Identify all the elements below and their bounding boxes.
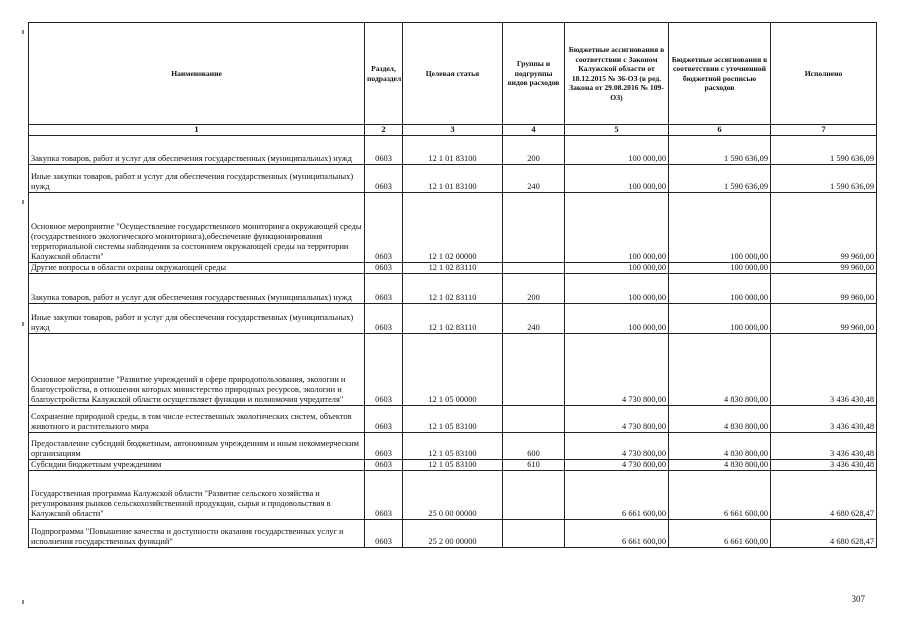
- row-law-amount: 4 730 800,00: [565, 334, 669, 406]
- row-executed-amount: 3 436 430,48: [771, 406, 877, 433]
- row-target: 12 1 02 83110: [403, 274, 503, 304]
- row-section: 0603: [365, 460, 403, 471]
- row-executed-amount: 99 960,00: [771, 263, 877, 274]
- table-row: [29, 460, 877, 471]
- row-target: 12 1 05 83100: [403, 460, 503, 471]
- row-name: Субсидии бюджетным учреждениям: [29, 460, 365, 471]
- row-section: 0603: [365, 304, 403, 334]
- row-law-amount: 100 000,00: [565, 193, 669, 263]
- row-group: [503, 193, 565, 263]
- row-executed-amount: 3 436 430,48: [771, 460, 877, 471]
- page-number: 307: [851, 594, 865, 604]
- table-row: [29, 165, 877, 193]
- row-name: Государственная программа Калужской области "Развитие сельского хозяйства и регулирования рынков сельскохозяйственной продукции, сырья и продовольствия в Калужской области": [29, 471, 365, 520]
- row-name: Другие вопросы в области охраны окружающей среды: [29, 263, 365, 274]
- column-number: 3: [403, 125, 503, 136]
- table-row: [29, 334, 877, 406]
- row-name: Сохранение природной среды, в том числе естественных экологических систем, объектов животного и растительного мира: [29, 406, 365, 433]
- row-refined-amount: 100 000,00: [669, 304, 771, 334]
- row-executed-amount: 1 590 636,09: [771, 136, 877, 165]
- row-section: 0603: [365, 136, 403, 165]
- row-target: 25 2 00 00000: [403, 520, 503, 548]
- table-row: [29, 193, 877, 263]
- row-law-amount: 6 661 600,00: [565, 471, 669, 520]
- row-name: Иные закупки товаров, работ и услуг для обеспечения государственных (муниципальных) нужд: [29, 304, 365, 334]
- row-group: [503, 520, 565, 548]
- row-refined-amount: 6 661 600,00: [669, 471, 771, 520]
- row-executed-amount: 3 436 430,48: [771, 433, 877, 460]
- table-row: [29, 520, 877, 548]
- row-target: 12 1 05 83100: [403, 433, 503, 460]
- row-name: Предоставление субсидий бюджетным, автономным учреждениям и иным некоммерческим организациям: [29, 433, 365, 460]
- row-target: 12 1 02 00000: [403, 193, 503, 263]
- row-law-amount: 4 730 800,00: [565, 433, 669, 460]
- row-executed-amount: 99 960,00: [771, 304, 877, 334]
- row-name: Закупка товаров, работ и услуг для обеспечения государственных (муниципальных) нужд: [29, 136, 365, 165]
- row-section: 0603: [365, 433, 403, 460]
- header-law-allocations: Бюджетные ассигнования в соответствии с Законом Калужской области от 18.12.2015 № 36-ОЗ (в ред. Закона от 29.08.2016 № 109-ОЗ): [565, 23, 669, 125]
- header-refined-allocations: Бюджетные ассигнования в соответствии с уточненной бюджетной росписью расходов: [669, 23, 771, 125]
- column-number: 1: [29, 125, 365, 136]
- row-refined-amount: 6 661 600,00: [669, 520, 771, 548]
- row-refined-amount: 100 000,00: [669, 193, 771, 263]
- row-law-amount: 100 000,00: [565, 136, 669, 165]
- row-refined-amount: 100 000,00: [669, 263, 771, 274]
- row-name: Подпрограмма "Повышение качества и доступности оказания государственных услуг и исполнения государственных функций": [29, 520, 365, 548]
- table-row: [29, 471, 877, 520]
- row-group: [503, 406, 565, 433]
- row-group: [503, 263, 565, 274]
- row-refined-amount: 100 000,00: [669, 274, 771, 304]
- row-law-amount: 100 000,00: [565, 263, 669, 274]
- table-row: [29, 136, 877, 165]
- column-number: 6: [669, 125, 771, 136]
- header-group: Группы и подгруппы видов расходов: [503, 23, 565, 125]
- header-name: Наименование: [29, 23, 365, 125]
- row-target: 12 1 05 00000: [403, 334, 503, 406]
- header-target: Целевая статья: [403, 23, 503, 125]
- row-executed-amount: 3 436 430,48: [771, 334, 877, 406]
- row-section: 0603: [365, 471, 403, 520]
- budget-table: [28, 22, 877, 548]
- row-law-amount: 100 000,00: [565, 304, 669, 334]
- row-section: 0603: [365, 263, 403, 274]
- row-executed-amount: 4 680 628,47: [771, 471, 877, 520]
- row-law-amount: 100 000,00: [565, 274, 669, 304]
- table-row: [29, 406, 877, 433]
- table-row: [29, 433, 877, 460]
- row-refined-amount: 4 830 800,00: [669, 460, 771, 471]
- row-section: 0603: [365, 406, 403, 433]
- row-refined-amount: 1 590 636,09: [669, 165, 771, 193]
- row-group: 240: [503, 165, 565, 193]
- row-group: [503, 334, 565, 406]
- row-target: 25 0 00 00000: [403, 471, 503, 520]
- row-section: 0603: [365, 520, 403, 548]
- row-group: 200: [503, 136, 565, 165]
- row-law-amount: 4 730 800,00: [565, 460, 669, 471]
- row-section: 0603: [365, 274, 403, 304]
- row-name: Закупка товаров, работ и услуг для обеспечения государственных (муниципальных) нужд: [29, 274, 365, 304]
- row-section: 0603: [365, 165, 403, 193]
- row-law-amount: 6 661 600,00: [565, 520, 669, 548]
- header-row: [29, 23, 877, 125]
- row-target: 12 1 05 83100: [403, 406, 503, 433]
- scan-edge-marks: [22, 0, 26, 640]
- header-section: Раздел, подраздел: [365, 23, 403, 125]
- row-executed-amount: 1 590 636,09: [771, 165, 877, 193]
- column-number-row: [29, 125, 877, 136]
- row-law-amount: 4 730 800,00: [565, 406, 669, 433]
- row-executed-amount: 99 960,00: [771, 274, 877, 304]
- row-target: 12 1 02 83110: [403, 304, 503, 334]
- row-section: 0603: [365, 193, 403, 263]
- column-number: 7: [771, 125, 877, 136]
- row-group: 600: [503, 433, 565, 460]
- row-name: Основное мероприятие "Развитие учреждений в сфере природопользования, экологии и благоустройства, в отношении которых министерство природных ресурсов, экологии и благоустройства Калужской области осуществляет функции и полномочия учредителя": [29, 334, 365, 406]
- row-target: 12 1 01 83100: [403, 165, 503, 193]
- row-group: [503, 471, 565, 520]
- row-name: Иные закупки товаров, работ и услуг для обеспечения государственных (муниципальных) нужд: [29, 165, 365, 193]
- row-refined-amount: 4 830 800,00: [669, 433, 771, 460]
- row-law-amount: 100 000,00: [565, 165, 669, 193]
- column-number: 2: [365, 125, 403, 136]
- table-row: [29, 304, 877, 334]
- row-refined-amount: 4 830 800,00: [669, 406, 771, 433]
- row-executed-amount: 4 680 628,47: [771, 520, 877, 548]
- table-row: [29, 274, 877, 304]
- row-name: Основное мероприятие "Осуществление государственного мониторинга окружающей среды (государственного экологического мониторинга),обеспечение функционирования территориальной системы наблюдения за состоянием окружающей среды на территории Калужской области": [29, 193, 365, 263]
- row-target: 12 1 01 83100: [403, 136, 503, 165]
- row-target: 12 1 02 83110: [403, 263, 503, 274]
- row-group: 200: [503, 274, 565, 304]
- column-number: 5: [565, 125, 669, 136]
- row-group: 240: [503, 304, 565, 334]
- row-group: 610: [503, 460, 565, 471]
- table-row: [29, 263, 877, 274]
- row-executed-amount: 99 960,00: [771, 193, 877, 263]
- row-refined-amount: 4 830 800,00: [669, 334, 771, 406]
- row-refined-amount: 1 590 636,09: [669, 136, 771, 165]
- row-section: 0603: [365, 334, 403, 406]
- column-number: 4: [503, 125, 565, 136]
- header-executed: Исполнено: [771, 23, 877, 125]
